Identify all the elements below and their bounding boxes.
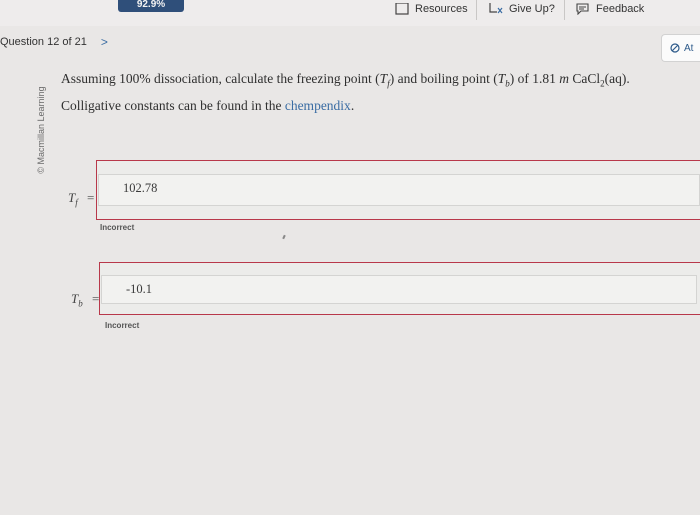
- give-up-icon: [489, 3, 503, 15]
- answer-label-tf: $T_f$ =: [68, 190, 95, 208]
- answer-input-tb[interactable]: [101, 275, 697, 304]
- toolbar-divider: [564, 0, 565, 20]
- status-incorrect-tb: Incorrect: [105, 321, 140, 330]
- feedback-label: Feedback: [596, 3, 645, 15]
- question-line-1: Assuming 100% dissociation, calculate the freezing point $(T_f)$ and boiling point $(T_b)$ of 1.81 m CaCl$_2$(aq).: [61, 71, 630, 89]
- chempendix-link[interactable]: chempendix: [284, 97, 351, 113]
- resources-icon: [395, 3, 409, 15]
- give-up-button[interactable]: [489, 0, 555, 18]
- stray-mark: [282, 235, 286, 239]
- give-up-label: Give Up?: [509, 3, 555, 15]
- question-navigation: [0, 35, 108, 49]
- answer-label-tb: $T_b$ =: [71, 291, 100, 309]
- next-question-arrow[interactable]: >: [100, 35, 108, 49]
- answer-input-tf[interactable]: [98, 174, 700, 206]
- resources-label: Resources: [415, 3, 468, 15]
- feedback-icon: [576, 3, 590, 15]
- question-line-2: Colligative constants can be found in the chempendix.: [61, 97, 355, 113]
- top-toolbar: [0, 0, 700, 26]
- publisher-label: © Macmillan Learning: [36, 86, 46, 174]
- status-incorrect-tf: Incorrect: [100, 223, 135, 232]
- question-text: [61, 71, 630, 114]
- attempt-tab-label: At: [684, 42, 694, 54]
- answer-value-tf: 102.78: [123, 181, 158, 195]
- attempt-tab[interactable]: [661, 34, 700, 62]
- score-badge: 92.9%: [118, 0, 184, 12]
- resources-button[interactable]: [395, 0, 468, 18]
- answer-value-tb: -10.1: [126, 282, 153, 296]
- feedback-button[interactable]: [576, 0, 644, 18]
- no-entry-icon: [670, 43, 680, 53]
- toolbar-divider: [476, 0, 477, 20]
- question-counter: Question 12 of 21: [0, 36, 87, 48]
- publisher-sidebar: [34, 72, 48, 192]
